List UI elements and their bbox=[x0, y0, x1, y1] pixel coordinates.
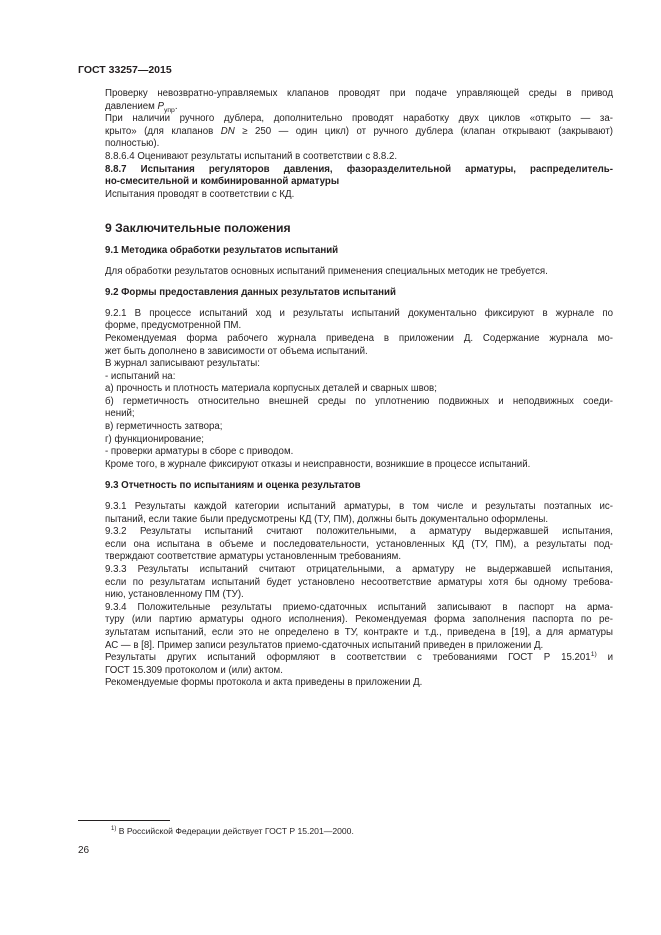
text-line: если она испытана в объеме и последовательности, установленных КД (ТУ, ПМ), а результаты под- bbox=[105, 538, 613, 550]
pressure-symbol: P bbox=[157, 100, 164, 112]
text-line: туру (или партию арматуры одного исполнения). Рекомендуемая форма заполнения паспорта по ре- bbox=[105, 614, 613, 626]
list-intro: В журнал записывают результаты: bbox=[105, 358, 260, 370]
paragraph-9-3-2 bbox=[78, 526, 613, 564]
text-fragment: и bbox=[596, 652, 613, 664]
text-line bbox=[78, 101, 613, 114]
text-line: полностью). bbox=[105, 138, 160, 150]
dn-symbol: DN bbox=[220, 125, 235, 137]
text-fragment: давлением bbox=[105, 100, 158, 112]
subsection-9-1-heading: 9.1 Методика обработки результатов испытаний bbox=[105, 244, 339, 256]
text-line: АС — в [8]. Пример записи результатов приемо-сдаточных испытаний приведен в приложении Д. bbox=[105, 639, 544, 651]
text-line: Рекомендуемая форма рабочего журнала приведена в приложении Д. Содержание журнала мо- bbox=[105, 332, 613, 344]
footnote-reference: 1) bbox=[590, 650, 597, 658]
paragraph-9-3-3 bbox=[78, 564, 613, 602]
text-line: тверждают соответствие арматуры установленным требованиям. bbox=[105, 551, 402, 563]
list-item bbox=[78, 396, 613, 421]
list-item: - проверки арматуры в сборе с приводом. bbox=[105, 446, 294, 458]
document-header: ГОСТ 33257—2015 bbox=[78, 64, 172, 76]
paragraph-journal-form bbox=[78, 333, 613, 358]
text-line: ГОСТ 15.309 протоколом и (или) актом. bbox=[105, 664, 283, 676]
heading-8-8-7 bbox=[78, 164, 613, 189]
text-line: 9.2.1 В процессе испытаний ход и результаты испытаний документально фиксируют в журнале по bbox=[105, 307, 613, 319]
footnote bbox=[78, 826, 613, 836]
paragraph-manual-duplicator bbox=[78, 113, 613, 151]
text-line: но-смесительной и комбинированной арматуры bbox=[105, 176, 340, 188]
paragraph-9-3-4 bbox=[78, 602, 613, 652]
text-fragment: крыто» (для клапанов bbox=[105, 125, 221, 137]
paragraph-8-8-6-4: 8.8.6.4 Оценивают результаты испытаний в соответствии с 8.8.2. bbox=[105, 150, 398, 162]
text-line: 9.3.1 Результаты каждой категории испытаний арматуры, в том числе и результаты поэтапных ис- bbox=[105, 501, 613, 513]
text-line: жет быть дополнено в зависимости от объема испытаний. bbox=[105, 345, 368, 357]
text-line: нений; bbox=[105, 408, 135, 420]
subsection-9-2-heading: 9.2 Формы предоставления данных результатов испытаний bbox=[105, 287, 396, 299]
text-fragment: ≥ 250 — один цикл) от ручного дублера (клапан открывают (закрывают) bbox=[234, 125, 613, 137]
text-line: если по результатам испытаний будет установлено несоответствие арматуры хотя бы одному требова- bbox=[105, 576, 613, 588]
list-item: г) функционирование; bbox=[105, 433, 204, 445]
paragraph-valve-check bbox=[78, 88, 613, 113]
paragraph-kd-tests: Испытания проводят в соответствии с КД. bbox=[105, 188, 295, 200]
results-list bbox=[78, 371, 613, 459]
text-fragment: Результаты других испытаний оформляют в соответствии с требованиями ГОСТ Р 15.201 bbox=[105, 652, 591, 664]
paragraph-failures: Кроме того, в журнале фиксируют отказы и неисправности, возникшие в процессе испытаний. bbox=[105, 458, 531, 470]
text-line: 9.3.3 Результаты испытаний считают отрицательными, а арматуру не выдержавшей испытания, bbox=[105, 564, 613, 575]
text-line bbox=[78, 126, 613, 139]
paragraph-9-2-1 bbox=[78, 308, 613, 333]
document-body bbox=[78, 88, 613, 690]
subsection-9-3-heading: 9.3 Отчетность по испытаниям и оценка результатов bbox=[105, 480, 361, 492]
page-number: 26 bbox=[78, 845, 90, 856]
text-line: При наличии ручного дублера, дополнительно проводят наработку двух циклов «открыто — за- bbox=[105, 113, 613, 125]
list-item: в) герметичность затвора; bbox=[105, 421, 223, 433]
paragraph-9-1: Для обработки результатов основных испытаний применения специальных методик не требуется. bbox=[105, 265, 548, 277]
text-line: пытаний, если такие были предусмотрены КД (ТУ, ПМ), должны быть документально оформлены. bbox=[105, 513, 549, 525]
text-line: 8.8.7 Испытания регуляторов давления, фазоразделительной арматуры, распределитель- bbox=[105, 163, 613, 175]
pressure-subscript: упр bbox=[163, 106, 175, 114]
text-line: 9.3.2 Результаты испытаний считают положительными, а арматуру выдержавшей испытания, bbox=[105, 526, 613, 538]
text-line: нию, установленному ПМ (ТУ). bbox=[105, 589, 244, 601]
section-9-heading: 9 Заключительные положения bbox=[105, 221, 291, 236]
text-line bbox=[78, 652, 613, 665]
footnote-mark: 1) bbox=[111, 826, 117, 833]
text-line: форме, предусмотренной ПМ. bbox=[105, 320, 242, 332]
paragraph-protocol-forms: Рекомендуемые формы протокола и акта приведены в приложении Д. bbox=[105, 677, 423, 689]
paragraph-9-3-1 bbox=[78, 501, 613, 526]
list-item: - испытаний на: bbox=[105, 370, 176, 382]
text-line: Проверку невозвратно-управляемых клапанов проводят при подаче управляющей среды в привод bbox=[105, 88, 613, 99]
footnote-text: В Российской Федерации действует ГОСТ Р 15.201—2000. bbox=[116, 826, 354, 836]
text-line: 9.3.4 Положительные результаты приемо-сдаточных испытаний записывают в паспорт на арма- bbox=[105, 601, 613, 613]
text-line: б) герметичность относительно внешней среды по уплотнению подвижных и неподвижных соеди- bbox=[105, 395, 613, 407]
text-line: зультатам испытаний, если это не определено в ТУ, контракте и т.д., приведена в [19], а для арматуры bbox=[105, 626, 613, 638]
text-fragment: . bbox=[174, 100, 178, 112]
list-item: а) прочность и плотность материала корпусных деталей и сварных швов; bbox=[105, 383, 437, 395]
footnote-divider bbox=[78, 820, 170, 821]
paragraph-other-tests bbox=[78, 652, 613, 677]
